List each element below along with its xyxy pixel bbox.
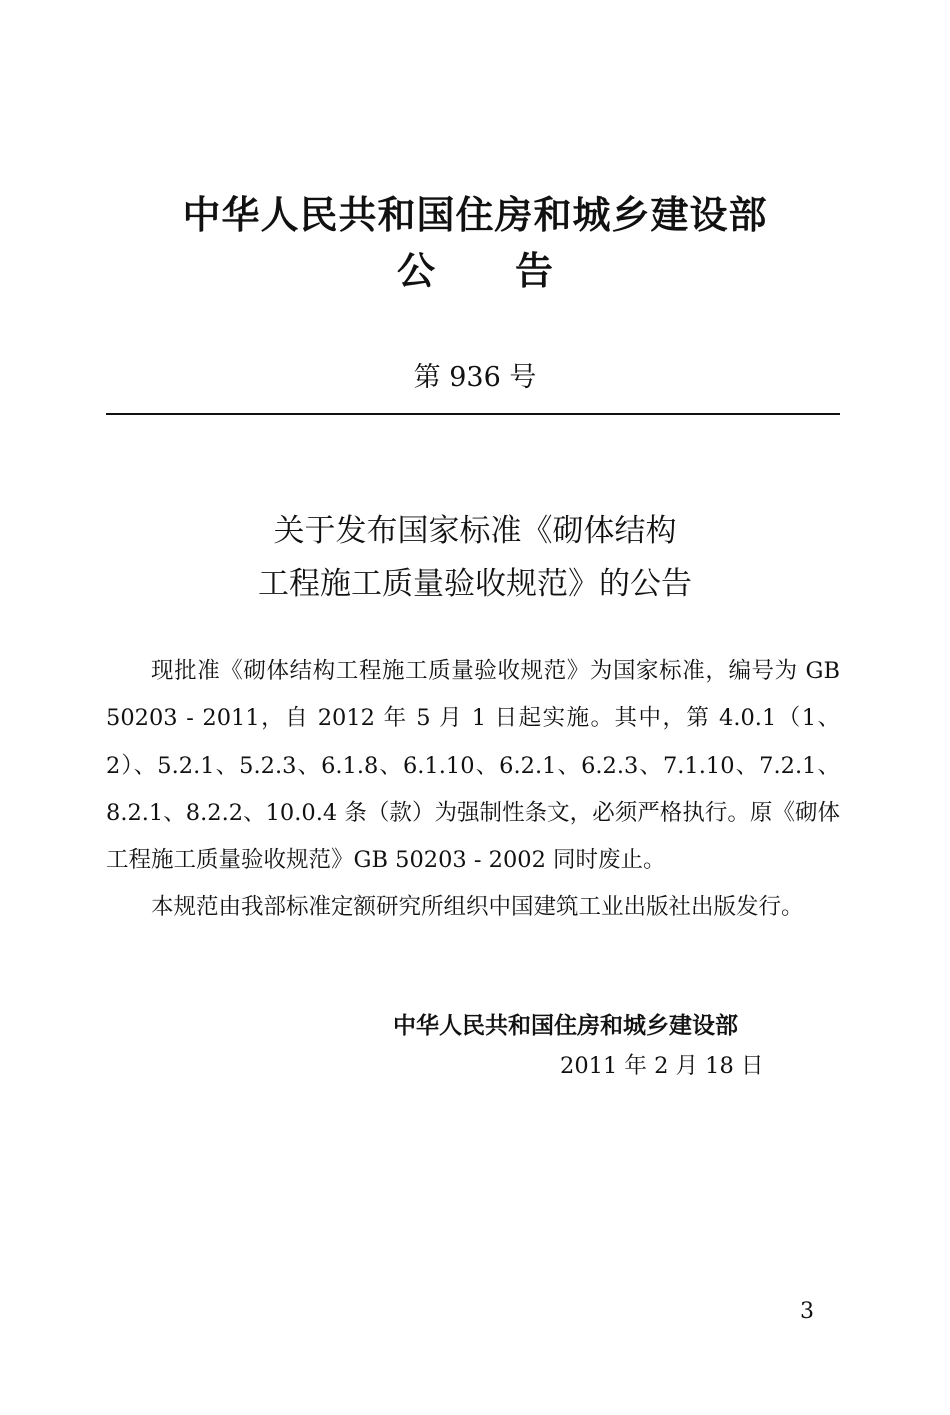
subject-line-1: 关于发布国家标准《砌体结构 <box>273 513 677 549</box>
announcement-subject <box>0 505 950 611</box>
subject-line-2: 工程施工质量验收规范》的公告 <box>258 566 692 602</box>
header-divider <box>106 413 840 415</box>
signature-date: 2011 年 2 月 18 日 <box>560 1053 764 1079</box>
body-paragraph-1: 现批准《砌体结构工程施工质量验收规范》为国家标准，编号为 GB 50203 - 2011，自 2012 年 5 月 1 日起实施。其中，第 4.0.1（1、2）、5.2.1、5.2.3、6.1.8、6.1.10、6.2.1、6.2.3、7.1.10、7.2.1、8.2.1、8.2.2、10.0.4 条（款）为强制性条文，必须严格执行。原《砌体工程施工质量验收规范》GB 50203 - 2002 同时废止。 <box>106 658 840 874</box>
issuer-title: 中华人民共和国住房和城乡建设部 <box>182 193 768 237</box>
body-paragraph-2: 本规范由我部标准定额研究所组织中国建筑工业出版社出版发行。 <box>151 894 804 921</box>
announcement-number: 第 936 号 <box>413 362 537 393</box>
announcement-body <box>106 648 840 932</box>
document-type-title <box>0 246 950 296</box>
doc-type-char-1: 公 <box>396 249 435 293</box>
page-number: 3 <box>800 1299 814 1324</box>
signature-issuer: 中华人民共和国住房和城乡建设部 <box>393 1013 738 1039</box>
doc-type-char-2: 告 <box>515 249 554 293</box>
